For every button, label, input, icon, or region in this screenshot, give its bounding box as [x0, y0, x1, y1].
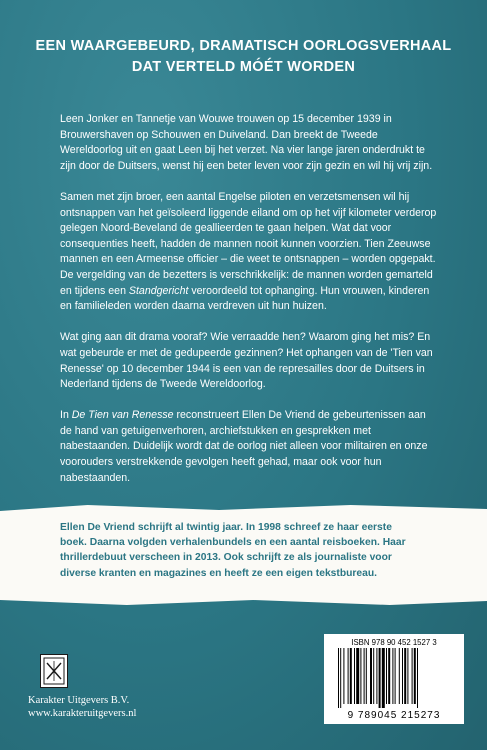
barcode-bar	[348, 648, 349, 704]
barcode-bar	[379, 648, 381, 708]
barcode-icon	[336, 648, 452, 708]
barcode-bar	[402, 648, 403, 704]
barcode-bar	[338, 648, 339, 708]
barcode-bar	[388, 648, 390, 704]
barcode-bar	[373, 648, 374, 704]
barcode-bar	[399, 648, 400, 704]
barcode-bar	[395, 648, 396, 704]
barcode-bar	[376, 648, 377, 704]
barcode-bar	[392, 648, 393, 704]
barcode-bar	[412, 648, 413, 704]
barcode-bar	[414, 648, 416, 704]
barcode-bar	[356, 648, 359, 704]
barcode-bar	[382, 648, 385, 708]
ean-digits: 9 789045 215273	[347, 710, 441, 721]
author-bio-line-3: thrillerdebuut verscheen in 2013. Ook schrijft ze als journaliste voor	[60, 552, 392, 564]
barcode-bar	[417, 648, 418, 708]
book-title-mention: De Tien van Renesse	[71, 409, 174, 422]
barcode-bar	[386, 648, 387, 704]
barcode-bar	[343, 648, 344, 704]
headline	[0, 36, 487, 78]
blurb-paragraph-1: Leen Jonker en Tannetje van Wouwe trouwen op 15 december 1939 in Brouwershaven op Schouwen en Duiveland. Dan breekt de Tweede Wereldoorlog uit en gaat Leen bij het verzet. Na vier lange jaren onderdrukt te zijn door de Duitsers, wenst hij een beter leven voor zijn gezin en wil hij vrij zijn.	[60, 113, 433, 172]
publisher-info	[28, 694, 136, 720]
blurb-paragraph-4: In De Tien van Renesse reconstrueert Ellen De Vriend de gebeurtenissen aan de hand van getuigenverhoren, archiefstukken en gesprekken met nabestaanden. Duidelijk wordt dat de oorlog niet alleen voor militairen en onze voorouders verstrekkende gevolgen heeft gehad, maar ook voor hun nabestaanden.	[60, 409, 428, 484]
barcode-bar	[407, 648, 408, 704]
barcode-bar	[350, 648, 352, 704]
barcode-box	[324, 634, 464, 724]
barcode-bar	[366, 648, 367, 704]
isbn-label: ISBN 978 90 452 1527 3	[351, 638, 437, 647]
author-bio-line-4: diverse kranten en magazines en heeft ze een eigen tekstbureau.	[60, 567, 378, 579]
blurb	[60, 112, 438, 502]
barcode-bar	[364, 648, 365, 704]
blurb-paragraph-2: Samen met zijn broer, een aantal Engelse piloten en verzetsmensen wil hij ontsnappen van het geïsoleerd liggende eiland om op het vijf kilometer verderop gelegen Noord-Beveland de geallieerden te gaan helpen. Wat dat voor consequenties heeft, hadden de mannen nooit kunnen voorzien. Tien Zeeuwse mannen en een Armeense officier – die weet te ontsnappen – worden opgepakt. De vergelding van de bezetters is verschrikkelijk: de mannen worden gemarteld en tijdens een Standgericht veroordeeld tot ophanging. Hun vrouwen, kinderen en familieleden worden daarna verdreven uit hun huizen.	[60, 190, 437, 313]
barcode-bar	[354, 648, 355, 704]
publisher-name: Karakter Uitgevers B.V.	[28, 695, 130, 706]
author-bio-line-1: Ellen De Vriend schrijft al twintig jaar. In 1998 schreef ze haar eerste	[60, 522, 392, 533]
barcode-bar	[340, 648, 341, 708]
author-bio	[60, 520, 440, 581]
barcode-bar	[360, 648, 361, 704]
publisher-logo-icon	[40, 654, 68, 688]
headline-line-1: EEN WAARGEBEURD, DRAMATISCH OORLOGSVERHAAL	[35, 38, 452, 54]
headline-line-2: DAT VERTELD MÓÉT WORDEN	[131, 59, 356, 75]
author-bio-line-2: boek. Daarna volgden verhalenbundels en een aantal reisboeken. Haar	[60, 537, 406, 549]
barcode-bar	[404, 648, 406, 704]
publisher-url: www.karakteruitgevers.nl	[28, 708, 137, 719]
standgericht-term: Standgericht	[128, 284, 189, 297]
blurb-paragraph-3: Wat ging aan dit drama vooraf? Wie verraadde hen? Waarom ging het mis? En wat gebeurde er met de gedupeerde gezinnen? Het ophangen van de 'Tien van Renesse' op 10 december 1944 is een van de represailles door de Duitsers in Nederland tijdens de Tweede Wereldoorlog.	[60, 331, 433, 391]
barcode-bar	[370, 648, 372, 704]
